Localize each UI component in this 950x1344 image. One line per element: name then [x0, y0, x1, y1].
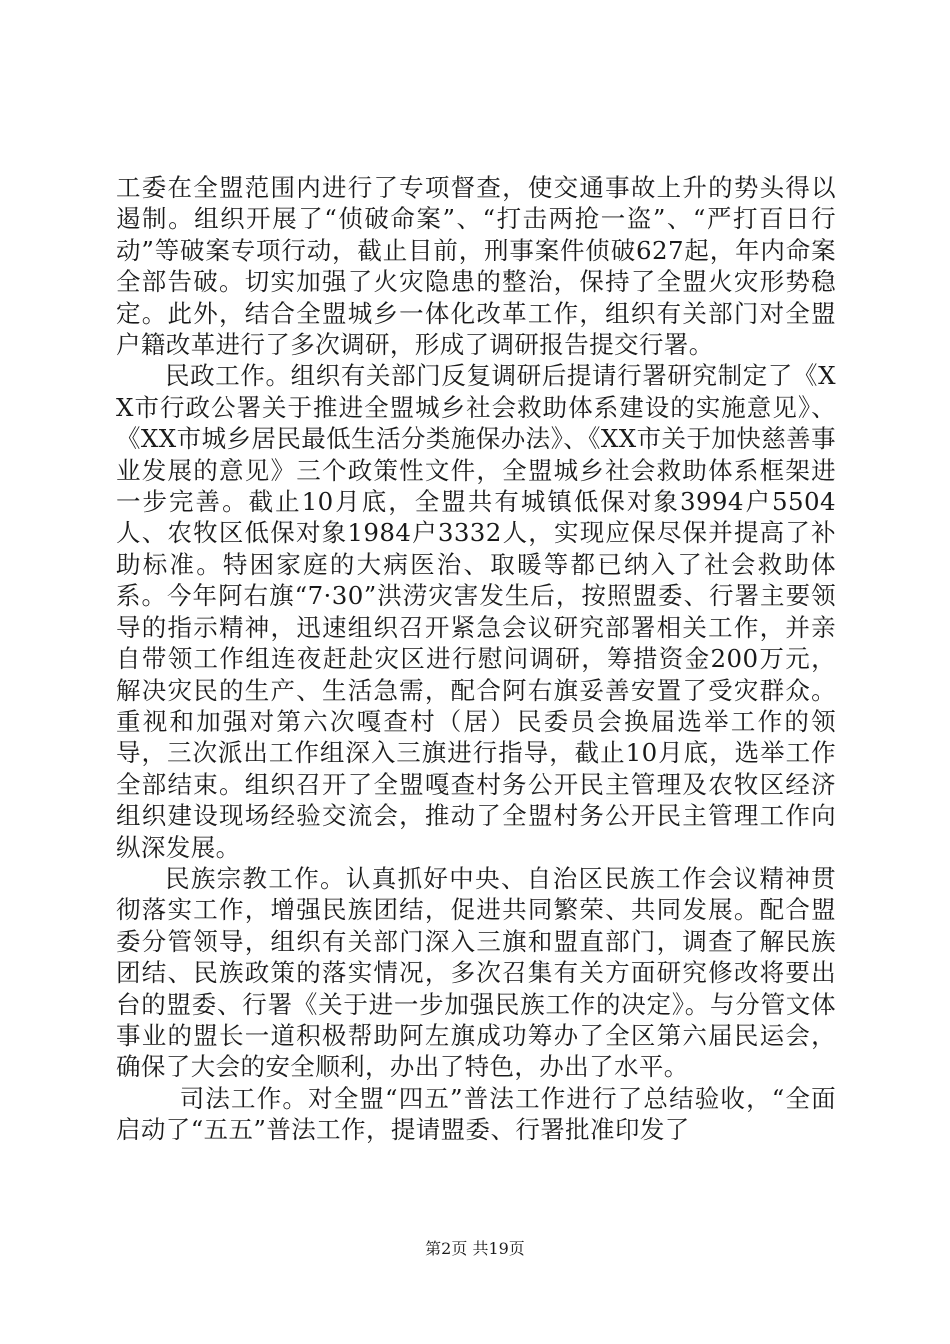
page-footer	[0, 1239, 950, 1259]
paragraph-public-security-continued: 工委在全盟范围内进行了专项督查，使交通事故上升的势头得以遏制。组织开展了“侦破命案”、“打击两抢一盗”、“严打百日行动”等破案专项行动，截止目前，刑事案件侦破627起，年内命案全部告破。切实加强了火灾隐患的整治，保持了全盟火灾形势稳定。此外，结合全盟城乡一体化改革工作，组织有关部门对全盟户籍改革进行了多次调研，形成了调研报告提交行署。	[116, 173, 836, 360]
paragraph-judicial-work: 司法工作。对全盟“四五”普法工作进行了总结验收，“全面启动了“五五”普法工作，提请盟委、行署批准印发了	[116, 1083, 836, 1145]
paragraph-civil-affairs: 民政工作。组织有关部门反复调研后提请行署研究制定了《XX市行政公署关于推进全盟城乡社会救助体系建设的实施意见》、《XX市城乡居民最低生活分类施保办法》、《XX市关于加快慈善事业发展的意见》三个政策性文件，全盟城乡社会救助体系框架进一步完善。截止10月底，全盟共有城镇低保对象3994户5504人、农牧区低保对象1984户3332人，实现应保尽保并提高了补助标准。特困家庭的大病医治、取暖等都已纳入了社会救助体系。今年阿右旗“7·30”洪涝灾害发生后，按照盟委、行署主要领导的指示精神，迅速组织召开紧急会议研究部署相关工作，并亲自带领工作组连夜赶赴灾区进行慰问调研，筹措资金200万元，解决灾民的生产、生活急需，配合阿右旗妥善安置了受灾群众。重视和加强对第六次嘎查村（居）民委员会换届选举工作的领导，三次派出工作组深入三旗进行指导，截止10月底，选举工作全部结束。组织召开了全盟嘎查村务公开民主管理及农牧区经济组织建设现场经验交流会，推动了全盟村务公开民主管理工作向纵深发展。	[116, 361, 836, 862]
page-number-label: 第2页 共19页	[425, 1239, 525, 1258]
document-body	[116, 172, 836, 1146]
paragraph-ethnic-religious-affairs: 民族宗教工作。认真抓好中央、自治区民族工作会议精神贯彻落实工作，增强民族团结，促进共同繁荣、共同发展。配合盟委分管领导，组织有关部门深入三旗和盟直部门，调查了解民族团结、民族政策的落实情况，多次召集有关方面研究修改将要出台的盟委、行署《关于进一步加强民族工作的决定》。与分管文体事业的盟长一道积极帮助阿左旗成功筹办了全区第六届民运会，确保了大会的安全顺利，办出了特色，办出了水平。	[116, 863, 836, 1082]
